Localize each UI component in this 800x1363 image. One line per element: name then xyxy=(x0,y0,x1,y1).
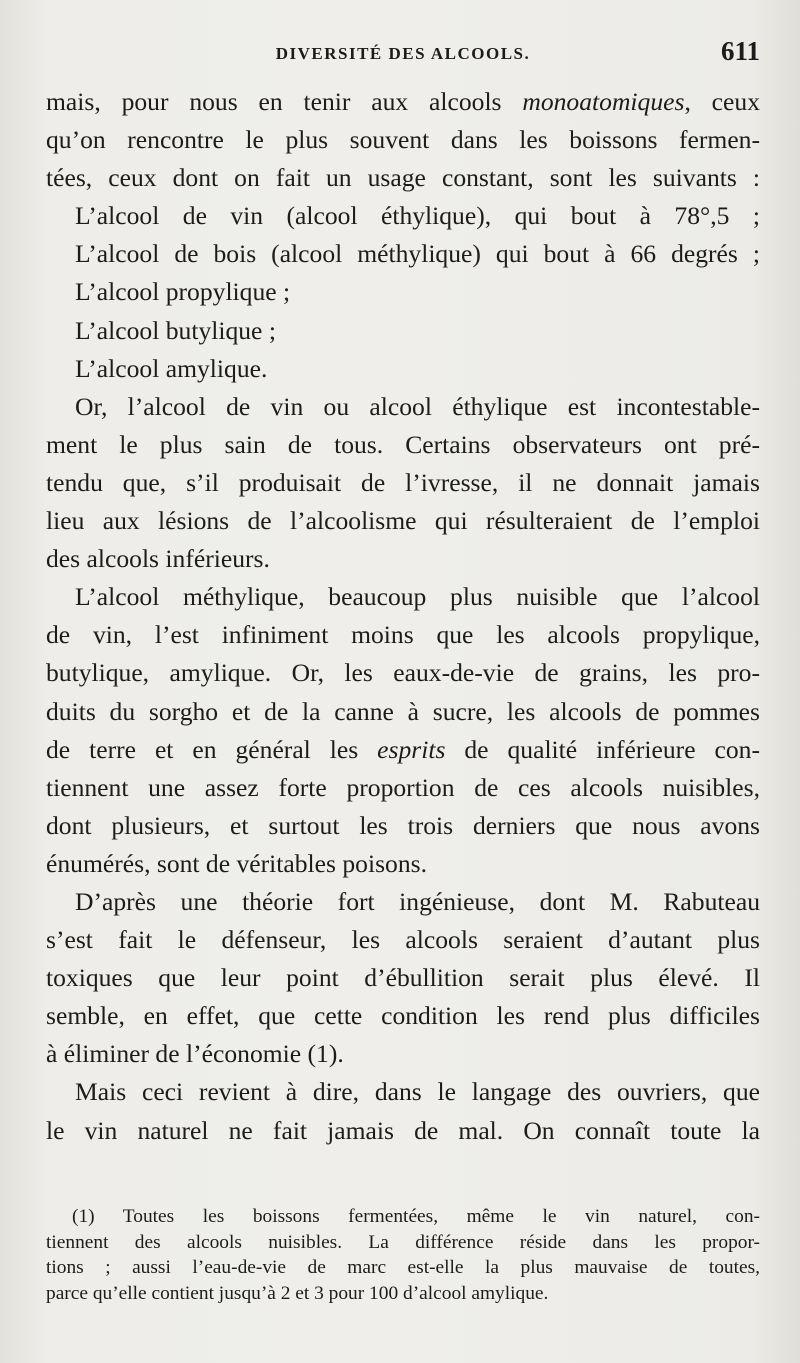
text-run: de terre et en général les xyxy=(46,734,378,764)
italic-term: monoatomiques xyxy=(522,87,685,116)
text-run: duits du sorgho et de la canne à sucre, les alcools de pommes xyxy=(46,696,760,726)
text-run: tiennent une assez forte proportion de ces alcools nuisibles, xyxy=(46,772,760,802)
text-run: , ceux xyxy=(684,87,760,116)
text-line xyxy=(46,273,760,311)
text-run: énumérés, sont de véritables poisons. xyxy=(46,848,427,878)
text-line xyxy=(46,578,760,616)
page-number: 611 xyxy=(720,36,760,66)
text-run: s’est fait le défenseur, les alcools seraient d’autant plus xyxy=(46,925,760,955)
text-line xyxy=(46,845,760,883)
text-line xyxy=(46,197,760,235)
text-line xyxy=(46,159,760,197)
text-run: qu’on rencontre le plus souvent dans les boissons fermen- xyxy=(46,125,760,155)
text-line xyxy=(46,1112,760,1150)
text-line xyxy=(46,807,760,845)
text-line xyxy=(46,540,760,578)
text-run: Or, l’alcool de vin ou alcool éthylique est incontestable- xyxy=(75,391,760,421)
footnote-line: (1) Toutes les boissons fermentées, même le vin naturel, con- xyxy=(72,1206,760,1227)
text-run: butylique, amylique. Or, les eaux-de-vie de grains, les pro- xyxy=(46,658,760,688)
text-run: Mais ceci revient à dire, dans le langage des ouvriers, que xyxy=(75,1077,760,1107)
text-line xyxy=(46,921,760,959)
running-head xyxy=(46,30,760,80)
text-line xyxy=(46,1035,760,1073)
text-run: dont plusieurs, et surtout les trois derniers que nous avons xyxy=(46,810,760,840)
footnotes xyxy=(46,1204,760,1306)
text-line xyxy=(46,502,760,540)
text-run: de qualité inférieure con- xyxy=(445,734,760,764)
body-text xyxy=(46,83,760,1150)
footnote-line: parce qu’elle contient jusqu’à 2 et 3 pour 100 d’alcool amylique. xyxy=(46,1282,549,1304)
italic-term: esprits xyxy=(377,734,446,764)
text-line xyxy=(46,83,760,121)
text-line xyxy=(46,731,760,769)
text-line xyxy=(46,1073,760,1111)
text-run: de vin, l’est infiniment moins que les alcools propylique, xyxy=(46,620,760,650)
text-line xyxy=(46,997,760,1035)
text-run: L’alcool butylique ; xyxy=(75,315,276,345)
text-run: à éliminer de l’économie (1). xyxy=(46,1039,344,1069)
text-run: L’alcool propylique ; xyxy=(75,277,291,307)
text-line xyxy=(46,350,760,388)
text-run: L’alcool de vin (alcool éthylique), qui bout à 78°,5 ; xyxy=(75,201,760,231)
text-run: le vin naturel ne fait jamais de mal. On connaît toute la xyxy=(46,1115,760,1145)
text-run: lieu aux lésions de l’alcoolisme qui résulteraient de l’emploi xyxy=(46,506,760,536)
text-run: ment le plus sain de tous. Certains observateurs ont pré- xyxy=(46,429,760,459)
text-run: D’après une théorie fort ingénieuse, dont M. Rabuteau xyxy=(75,886,760,916)
text-line xyxy=(46,883,760,921)
text-run: tendu que, s’il produisait de l’ivresse, il ne donnait jamais xyxy=(46,467,760,497)
text-run: tées, ceux dont on fait un usage constant, sont les suivants : xyxy=(46,163,760,193)
text-line xyxy=(46,654,760,692)
text-run: toxiques que leur point d’ébullition serait plus élevé. Il xyxy=(46,963,760,993)
text-run: mais, pour nous en tenir aux alcools xyxy=(46,87,523,116)
text-line xyxy=(46,388,760,426)
text-line xyxy=(46,235,760,273)
text-run: L’alcool amylique. xyxy=(75,353,268,383)
text-line xyxy=(46,464,760,502)
text-run: L’alcool de bois (alcool méthylique) qui bout à 66 degrés ; xyxy=(75,239,760,269)
text-line xyxy=(46,959,760,997)
text-line xyxy=(46,769,760,807)
text-run: semble, en effet, que cette condition les rend plus difficiles xyxy=(46,1001,760,1031)
text-line xyxy=(46,616,760,654)
text-line xyxy=(46,693,760,731)
text-line xyxy=(46,121,760,159)
text-line xyxy=(46,426,760,464)
text-run: L’alcool méthylique, beaucoup plus nuisible que l’alcool xyxy=(75,582,760,612)
footnote-line: tiennent des alcools nuisibles. La différence réside dans les propor- xyxy=(46,1231,760,1253)
running-title: DIVERSITÉ DES ALCOOLS. xyxy=(275,44,531,63)
text-run: des alcools inférieurs. xyxy=(46,544,270,574)
footnote-line: tions ; aussi l’eau-de-vie de marc est-elle la plus mauvaise de toutes, xyxy=(46,1257,760,1279)
text-line xyxy=(46,312,760,350)
